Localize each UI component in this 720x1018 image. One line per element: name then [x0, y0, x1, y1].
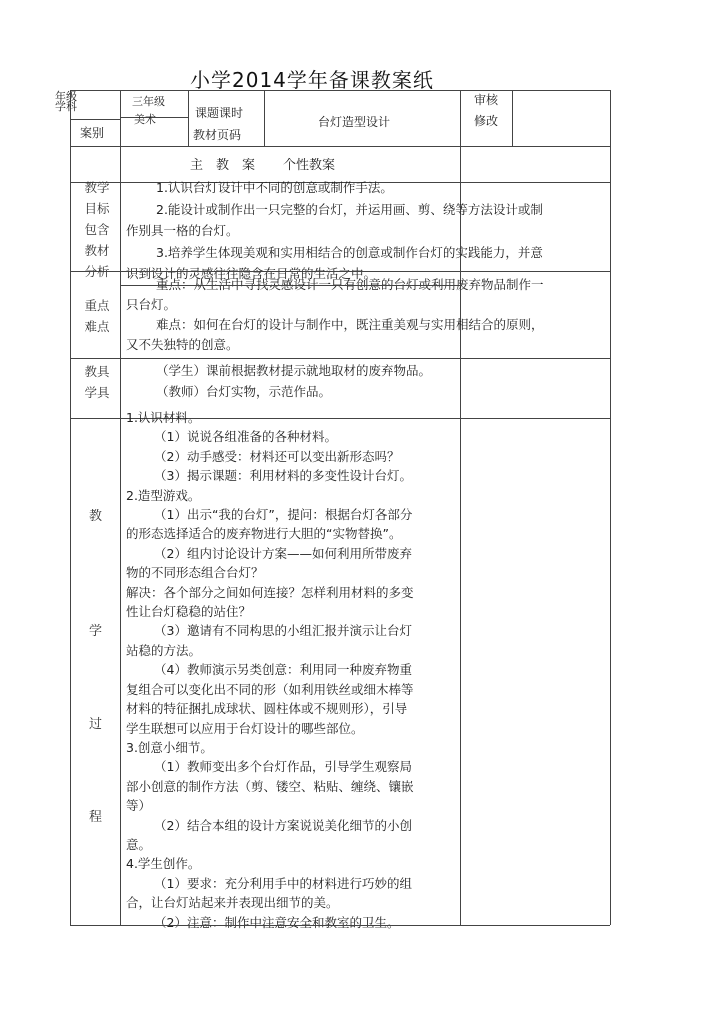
process-line: （2）结合本组的设计方案说说美化细节的小创 — [154, 817, 412, 833]
process-line: （1）教师变出多个台灯作品，引导学生观察局 — [154, 759, 412, 775]
header-bottom-border — [70, 146, 610, 147]
process-line: 性让台灯稳稳的站住？ — [126, 604, 252, 620]
process-line: 解决：各个部分之间如何连接？怎样利用材料的多变 — [126, 584, 414, 600]
process-label-char: 程 — [89, 810, 103, 825]
materials-content — [126, 361, 431, 403]
process-line: 材料的特征捆扎成球状、圆柱体或不规则形），引导 — [126, 701, 408, 717]
key-points-content — [126, 275, 544, 355]
key-point-line: 只台灯。 — [126, 297, 177, 312]
key-point-line: 又不失独特的创意。 — [126, 337, 239, 352]
key-points-label-line: 难点 — [84, 319, 110, 334]
objective-line: 2.能设计或制作出一只完整的台灯，并运用画、剪、绕等方法设计或制 — [156, 201, 543, 217]
objectives-label-line: 分析 — [84, 264, 110, 279]
process-line: 等） — [126, 798, 152, 814]
key-point-line: 重点：从生活中寻找灵感设计一只有创意的台灯或利用废弃物品制作一 — [156, 277, 544, 292]
process-content — [126, 408, 414, 932]
process-line: 站稳的方法。 — [126, 642, 202, 658]
header-col-2 — [188, 90, 189, 146]
main-plan-heading: 主 教 案 — [190, 158, 256, 173]
process-line: （2）组内讨论设计方案——如何利用所带废弃 — [154, 545, 412, 561]
header-col-3 — [264, 90, 265, 146]
process-line: 复组合可以变化出不同的形（如利用铁丝或细木棒等 — [126, 681, 414, 697]
personal-plan-heading: 个性教案 — [283, 158, 336, 173]
process-line: 3.创意小细节。 — [126, 739, 213, 755]
table-right-border — [610, 90, 611, 925]
process-line: 合，让台灯站起来并表现出细节的美。 — [126, 895, 339, 911]
objectives-label — [82, 177, 112, 282]
table-left-border — [70, 90, 71, 925]
objectives-label-line: 包含 — [84, 222, 110, 237]
material-line: （学生）课前根据教材提示就地取材的废弃物品。 — [156, 363, 432, 378]
process-line: 物的不同形态组合台灯？ — [126, 565, 264, 581]
process-line: 的形态选择适合的废弃物进行大胆的“实物替换”。 — [126, 526, 402, 542]
process-line: 4.学生创作。 — [126, 856, 201, 872]
topic-value: 台灯造型设计 — [318, 115, 391, 129]
material-line: （教师）台灯实物，示范作品。 — [156, 383, 332, 399]
process-line: 意。 — [126, 836, 152, 852]
materials-label — [82, 361, 112, 403]
label-column-divider — [120, 146, 121, 925]
header-col-5 — [512, 90, 513, 146]
process-line: （1）说说各组准备的各种材料。 — [154, 429, 337, 445]
process-line: 1.认识材料。 — [126, 410, 201, 425]
objectives-content — [126, 177, 543, 285]
topic-hours-label: 课题课时 — [195, 106, 244, 120]
header-left-divider — [70, 119, 120, 120]
materials-label-line: 教具 — [84, 364, 110, 379]
page-title: 小学2014学年备课教案纸 — [190, 68, 434, 92]
objectives-label-line: 教材 — [84, 243, 110, 258]
process-line: （1）要求：充分利用手中的材料进行巧妙的组 — [154, 875, 412, 891]
process-label-char: 教 — [89, 509, 103, 524]
objectives-bottom-border — [70, 271, 610, 272]
process-label-char: 学 — [89, 624, 103, 639]
process-line: （1）出示“我的台灯”，提问：根据台灯各部分 — [154, 507, 413, 523]
key-points-label-line: 重点 — [84, 298, 110, 313]
process-line: （2）动手感受：材料还可以变出新形态吗？ — [154, 448, 400, 464]
grade-label: 年级 — [55, 90, 77, 103]
objective-line: 作别具一格的台灯。 — [126, 223, 239, 238]
materials-label-line: 学具 — [84, 385, 110, 400]
case-label: 案别 — [80, 126, 105, 140]
objective-line: 3.培养学生体现美观和实用相结合的创意或制作台灯的实践能力，并意 — [156, 244, 543, 260]
process-line: （2）注意：制作中注意安全和教室的卫生。 — [154, 914, 400, 930]
header-col-1 — [120, 90, 121, 146]
key-points-bottom-border — [70, 358, 610, 359]
key-points-label — [82, 295, 112, 337]
objectives-label-line: 目标 — [84, 201, 110, 216]
process-line: 部小创意的制作方法（剪、镂空、粘贴、缠绕、镶嵌 — [126, 778, 414, 794]
process-line: 2.造型游戏。 — [126, 487, 201, 503]
subject-label: 学科 — [55, 100, 77, 113]
table-bottom-border — [70, 925, 610, 926]
grade-value: 三年级 — [132, 95, 165, 108]
process-label-char: 过 — [89, 717, 103, 732]
review-label: 审核 — [474, 93, 499, 107]
key-point-line: 难点：如何在台灯的设计与制作中，既注重美观与实用相结合的原则， — [156, 317, 544, 332]
process-line: （3）揭示课题：利用材料的多变性设计台灯。 — [154, 468, 412, 484]
textbook-page-label: 教材页码 — [193, 128, 242, 142]
key-points-overlay-line — [120, 285, 460, 286]
objective-line: 1.认识台灯设计中不同的创意或制作手法。 — [156, 180, 393, 195]
objectives-label-line: 教学 — [84, 180, 110, 195]
process-line: 学生联想可以应用于台灯设计的哪些部位。 — [126, 720, 364, 736]
subject-value: 美术 — [134, 113, 156, 126]
revise-label: 修改 — [474, 114, 499, 128]
process-line: （3）邀请有不同构思的小组汇报并演示让台灯 — [154, 623, 412, 639]
header-top-border — [70, 90, 610, 91]
objective-line: 识到设计的灵感往往隐含在日常的生活之中。 — [126, 266, 377, 281]
header-col-4 — [460, 90, 461, 146]
process-line: （4）教师演示另类创意：利用同一种废弃物重 — [154, 662, 412, 678]
